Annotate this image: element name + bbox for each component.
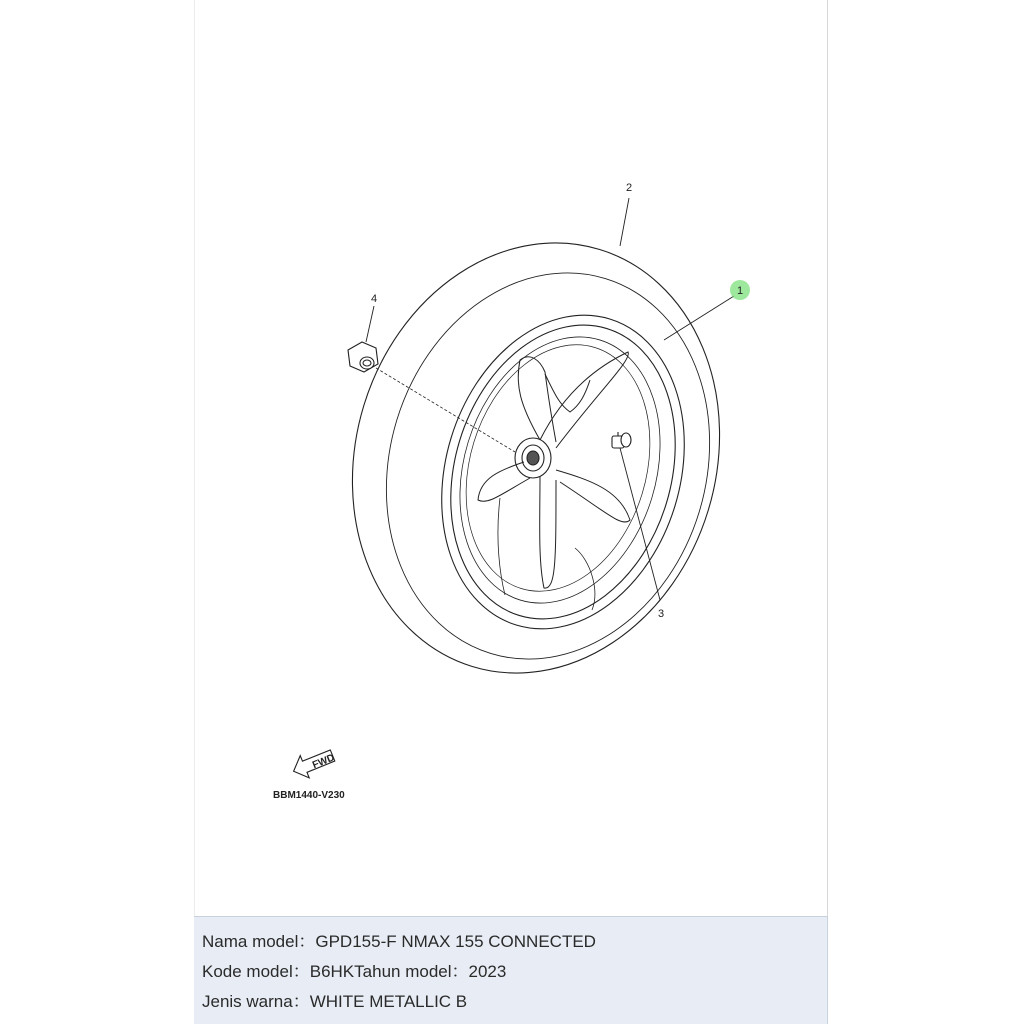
- model-code-label: Kode model：: [202, 962, 310, 981]
- model-name-row: [202, 927, 827, 957]
- model-name-label: Nama model：: [202, 932, 316, 951]
- wheel-hub: [515, 438, 551, 478]
- fwd-label: FWD: [311, 752, 337, 772]
- model-code-value: B6HK: [309, 962, 355, 981]
- axle-nut: [348, 342, 378, 372]
- color-row: [202, 987, 827, 1017]
- callout-2-label[interactable]: 2: [625, 182, 633, 194]
- model-name-value: GPD155-F NMAX 155 CONNECTED: [315, 932, 596, 951]
- callout-1-label[interactable]: 1: [736, 285, 744, 297]
- model-year-label: Tahun model：: [354, 962, 469, 981]
- callout-3-label[interactable]: 3: [657, 608, 665, 620]
- color-value: WHITE METALLIC B: [309, 992, 468, 1011]
- model-code-row: [202, 957, 827, 987]
- diagram-code: BBM1440-V230: [273, 790, 345, 801]
- color-label: Jenis warna：: [202, 992, 310, 1011]
- leader-line-1: [664, 296, 734, 340]
- wheel-spokes: [478, 352, 630, 610]
- leader-line-3: [620, 448, 660, 600]
- leader-line-2: [620, 198, 629, 246]
- leader-line-4: [366, 306, 374, 342]
- model-year-value: 2023: [468, 962, 507, 981]
- valve-stem: [612, 432, 631, 448]
- model-info-panel: [194, 916, 828, 1024]
- axis-dashed-line: [376, 368, 515, 452]
- callout-4-label[interactable]: 4: [370, 293, 378, 305]
